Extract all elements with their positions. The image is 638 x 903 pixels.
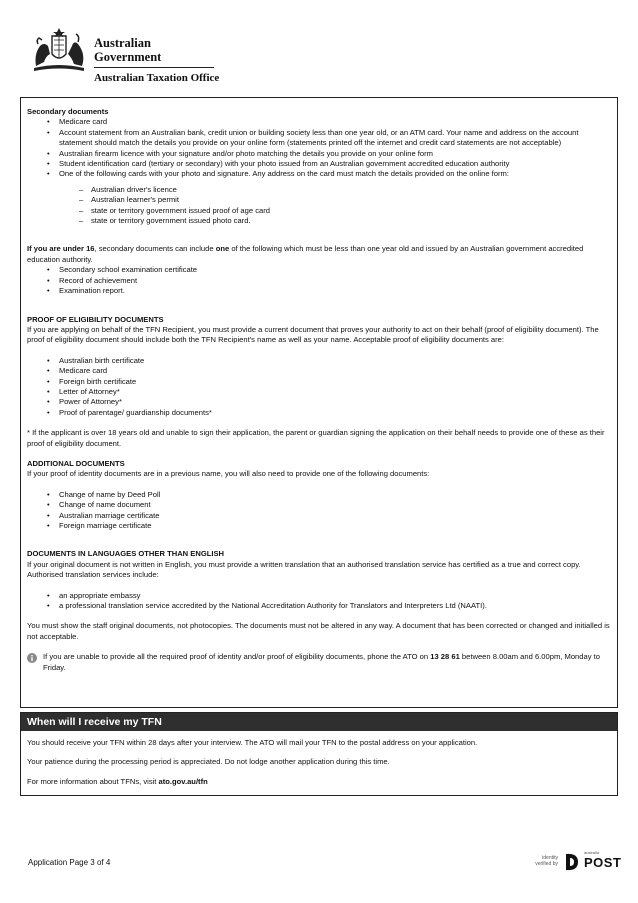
info-text-a: If you are unable to provide all the required proof of identity and/or proof of eligibility documents, phone the ATO on <box>43 652 431 662</box>
when-p1: You should receive your TFN within 28 days after your interview. The ATO will mail your TFN to the postal address on your application. <box>27 738 478 747</box>
when-title: When will I receive my TFN <box>21 713 617 731</box>
list-item: • Australian firearm licence with your signature and/or photo matching the details you provide on your online form <box>47 149 611 159</box>
list-item: – Australian driver's licence <box>79 185 611 195</box>
when-p3 <box>27 777 611 787</box>
ato-phone: 13 28 61 <box>430 652 460 662</box>
gov-line1: Australian Government <box>94 36 214 68</box>
secondary-list <box>27 117 611 179</box>
page-number: Application Page 3 of 4 <box>28 858 111 867</box>
identity-line2: verified by <box>535 861 558 867</box>
info-icon <box>27 653 37 663</box>
list-item: • Account statement from an Australian bank, credit union or building society less than one year old, or an ATM card. Your name and address on the account statement should match the details you provide on your online form (statements printed off the internet and credit card statements are not acceptable) <box>47 128 611 149</box>
under16-one: one <box>215 244 230 254</box>
identity-line1: identity <box>542 855 558 861</box>
list-item: • Proof of parentage/ guardianship documents* <box>47 408 611 418</box>
eligibility-list <box>27 356 611 418</box>
languages-text: If your original document is not written in English, you must provide a written translation that an authorised translation service has certified as a true and correct copy. Authorised translation services include: <box>27 559 581 580</box>
info-text-b: between 8.00am and 6.00pm, Monday to Friday. <box>43 652 600 672</box>
list-item: • One of the following cards with your photo and signature. Any address on the card must match the details provided on the online form: <box>47 169 611 179</box>
list-item: • Medicare card <box>47 366 611 376</box>
list-item: • Foreign birth certificate <box>47 377 611 387</box>
list-item: • Student identification card (tertiary or secondary) with your photo issued from an Australian government accredited education authority <box>47 159 611 169</box>
list-item: • Record of achievement <box>47 276 611 286</box>
post-small-label: australia <box>584 850 600 855</box>
australia-post-logo-icon <box>564 852 580 872</box>
gov-line2: Australian Taxation Office <box>94 72 220 84</box>
tfn-link[interactable]: ato.gov.au/tfn <box>158 776 208 786</box>
agency-name <box>94 36 219 85</box>
australia-post-badge <box>522 852 622 874</box>
list-item: • Change of name document <box>47 500 611 510</box>
page-header <box>30 26 330 84</box>
when-body <box>21 731 617 787</box>
list-item: • Australian marriage certificate <box>47 511 611 521</box>
originals-text: You must show the staff original documents, not photocopies. The documents must not be altered in any way. A document that has been corrected or changed and initialled is not acceptable. <box>27 621 610 641</box>
languages-list <box>27 591 611 612</box>
additional-list <box>27 490 611 532</box>
identity-verified-label <box>522 855 558 867</box>
eligibility-note: * If the applicant is over 18 years old and unable to sign their application, the parent or guardian signing the application on their behalf needs to provide one of these as their proof of eligibility document. <box>27 428 605 448</box>
eligibility-title: PROOF OF ELIGIBILITY DOCUMENTS <box>27 314 164 324</box>
list-item: • Examination report. <box>47 286 611 296</box>
list-item: • Australian birth certificate <box>47 356 611 366</box>
additional-text: If your proof of identity documents are in a previous name, you will also need to provide one of the following documents: <box>27 469 430 479</box>
list-item: • Secondary school examination certificate <box>47 265 611 275</box>
post-wordmark: POST <box>584 855 622 870</box>
documents-content <box>27 107 611 673</box>
under16-text-b: of the following which must be less than one year old and issued by an Australian government accredited education authority. <box>27 244 584 264</box>
when-section <box>20 712 618 796</box>
additional-title: ADDITIONAL DOCUMENTS <box>27 458 125 468</box>
documents-box <box>20 97 618 708</box>
secondary-title: Secondary documents <box>27 107 109 116</box>
when-p2: Your patience during the processing period is appreciated. Do not lodge another application during this time. <box>27 757 390 767</box>
list-item: – Australian learner's permit <box>79 195 611 205</box>
languages-title: DOCUMENTS IN LANGUAGES OTHER THAN ENGLISH <box>27 549 225 559</box>
list-item: • Foreign marriage certificate <box>47 521 611 531</box>
card-list <box>27 185 611 227</box>
list-item: • Change of name by Deed Poll <box>47 490 611 500</box>
under16-text-a: , secondary documents can include <box>94 244 216 254</box>
list-item: – state or territory government issued photo card. <box>79 216 611 226</box>
eligibility-text: If you are applying on behalf of the TFN Recipient, you must provide a current document that proves your authority to act on their behalf (proof of eligibility document). The proof of eligibility document should include both the TFN Recipient's name as well as your name. Acceptable proof of eligibility documents are: <box>27 324 599 345</box>
under16-paragraph <box>27 244 611 265</box>
under16-bold: If you are under 16 <box>27 244 95 254</box>
list-item: • Letter of Attorney* <box>47 387 611 397</box>
list-item: • a professional translation service accredited by the National Accreditation Authority for Translators and Interpreters Ltd (NAATI). <box>47 601 611 611</box>
under16-list <box>27 265 611 296</box>
list-item: • an appropriate embassy <box>47 591 611 601</box>
list-item: • Power of Attorney* <box>47 397 611 407</box>
when-p3-text: For more information about TFNs, visit <box>27 776 159 786</box>
coat-of-arms-icon <box>30 26 88 74</box>
list-item: – state or territory government issued proof of age card <box>79 206 611 216</box>
list-item: • Medicare card <box>47 117 611 127</box>
info-note <box>27 652 611 673</box>
